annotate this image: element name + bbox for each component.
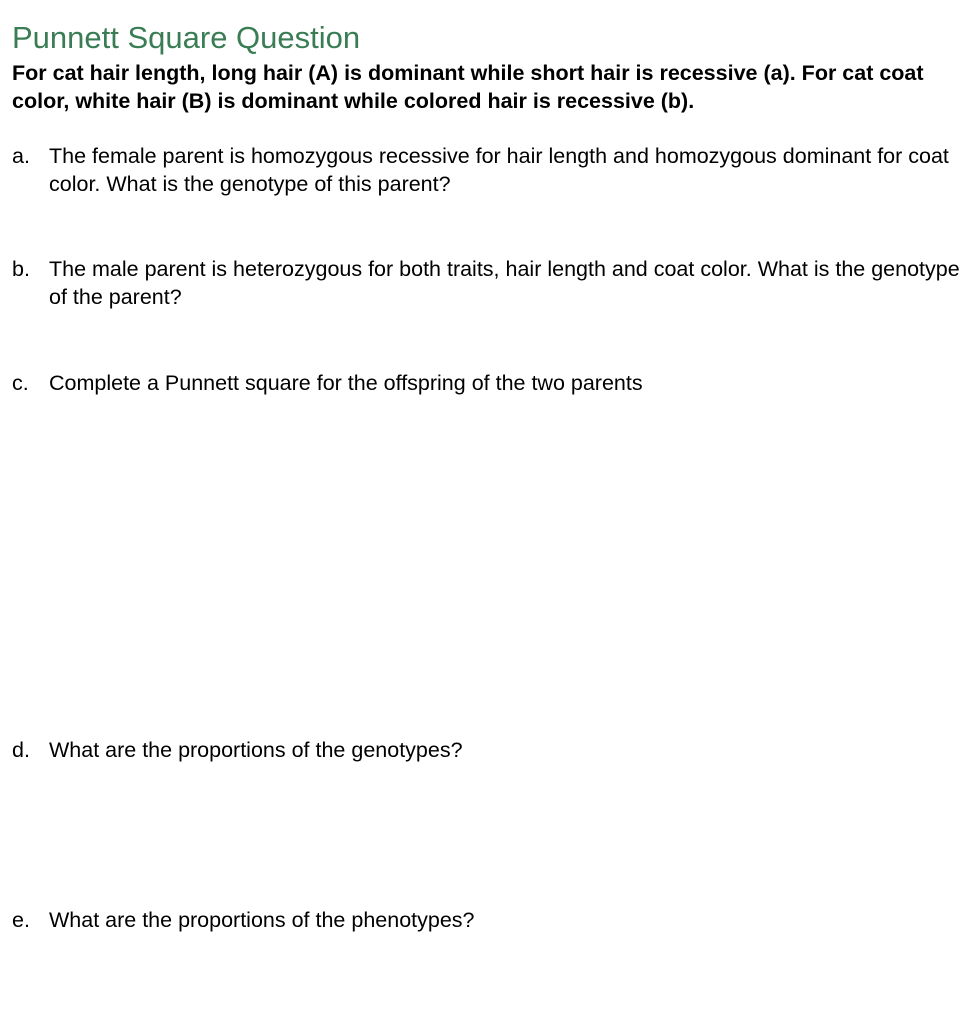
question-text: Complete a Punnett square for the offspring of the two parents (49, 371, 643, 395)
question-marker: e. (12, 908, 30, 932)
question-a (12, 142, 962, 198)
question-c (12, 369, 962, 397)
question-e (12, 906, 962, 934)
question-text: What are the proportions of the genotypes? (49, 738, 463, 762)
question-text: What are the proportions of the phenotypes? (49, 908, 475, 932)
question-marker: c. (12, 371, 29, 395)
question-d (12, 736, 962, 764)
intro-paragraph: For cat hair length, long hair (A) is dominant while short hair is recessive (a). For cat coat color, white hair (B) is dominant while colored hair is recessive (b). (12, 61, 924, 113)
question-marker: b. (12, 257, 30, 281)
page-title: Punnett Square Question (12, 20, 361, 55)
question-text: The female parent is homozygous recessive for hair length and homozygous dominant for coat color. What is the genotype of this parent? (49, 144, 949, 196)
question-marker: d. (12, 738, 30, 762)
question-text: The male parent is heterozygous for both traits, hair length and coat color. What is the genotype of the parent? (49, 257, 960, 309)
question-marker: a. (12, 144, 30, 168)
question-b (12, 255, 962, 311)
